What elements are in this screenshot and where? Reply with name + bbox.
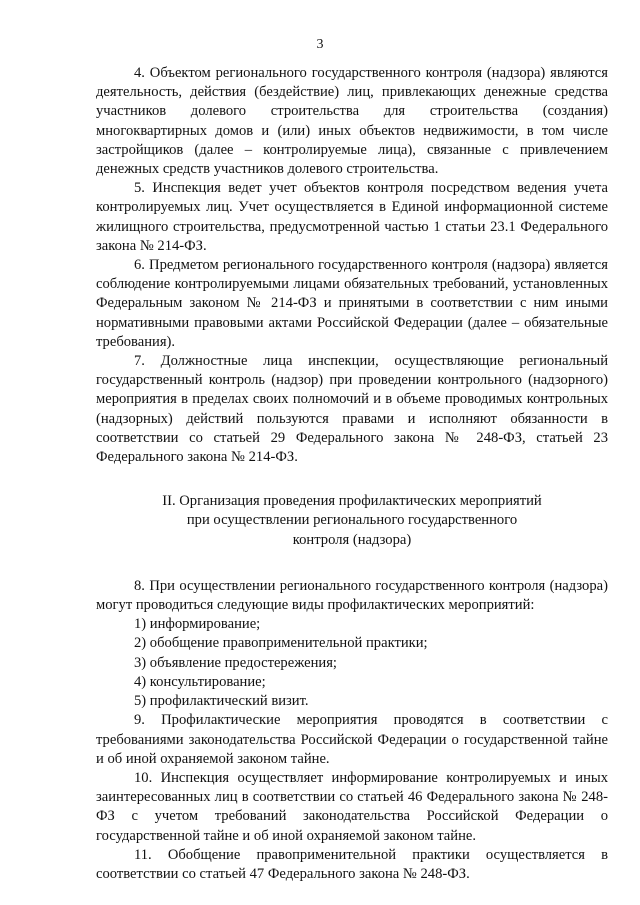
section-heading-line: контроля (надзора) [292,531,412,548]
list-item: 1) информирование; [134,616,261,633]
paragraph-11: 11. Обобщение правоприменительной практики осуществляется в соответствии со статьей 47 Федерального закона № 248-ФЗ. [96,846,608,882]
paragraph-9: 9. Профилактические мероприятия проводятся в соответствии с требованиями законодательства Российской Федерации о государственной тайне и об иной охраняемой законом тайне. [96,712,608,767]
section-heading [96,492,608,550]
paragraph-6: 6. Предметом регионального государственного контроля (надзора) является соблюдение контролируемыми лицами обязательных требований, установленных Федеральным законом № 214-ФЗ и принятыми в соответствии с ним иными нормативными правовыми актами Российской Федерации (далее – обязательные требования). [96,257,608,350]
list-item: 5) профилактический визит. [134,693,309,710]
paragraph-5: 5. Инспекция ведет учет объектов контроля посредством ведения учета контролируемых лиц. Учет осуществляется в Единой информационной системе жилищного строительства, предусмотренной частью 1 статьи 23.1 Федерального закона № 214-ФЗ. [96,180,608,254]
paragraph-7: 7. Должностные лица инспекции, осуществляющие региональный государственный контроль (надзор) при проведении контрольного (надзорного) мероприятия в пределах своих полномочий и в объеме проводимых контрольных (надзорных) действий пользуются правами и исполняют обязанности в соответствии со статьей 29 Федерального закона № 248-ФЗ, статьей 23 Федерального закона № 214-ФЗ. [96,353,608,466]
page-number: 3 [316,37,324,52]
list-item: 2) обобщение правоприменительной практики; [134,635,428,652]
document-body [96,64,608,884]
paragraph-8: 8. При осуществлении регионального государственного контроля (надзора) могут проводиться следующие виды профилактических мероприятий: [96,577,608,614]
section-heading-line: II. Организация проведения профилактических мероприятий [162,493,542,510]
paragraph-4: 4. Объектом регионального государственного контроля (надзора) являются деятельность, действия (бездействие) лиц, привлекающих денежные средства участников долевого строительства для строительства (создания) многоквартирных домов и (или) иных объектов недвижимости, в том числе застройщиков (далее – контролируемые лица), связанные с привлечением денежных средств участников долевого строительства. [96,65,608,178]
list-item: 3) объявление предостережения; [134,654,337,671]
paragraph-10: 10. Инспекция осуществляет информирование контролируемых и иных заинтересованных лиц в соответствии со статьей 46 Федерального закона № 248-ФЗ с учетом требований законодательства Российской Федерации о государственной тайне и об иной охраняемой законом тайне. [96,769,608,844]
section-heading-line: при осуществлении регионального государственного [186,512,518,529]
list-item: 4) консультирование; [134,673,266,690]
